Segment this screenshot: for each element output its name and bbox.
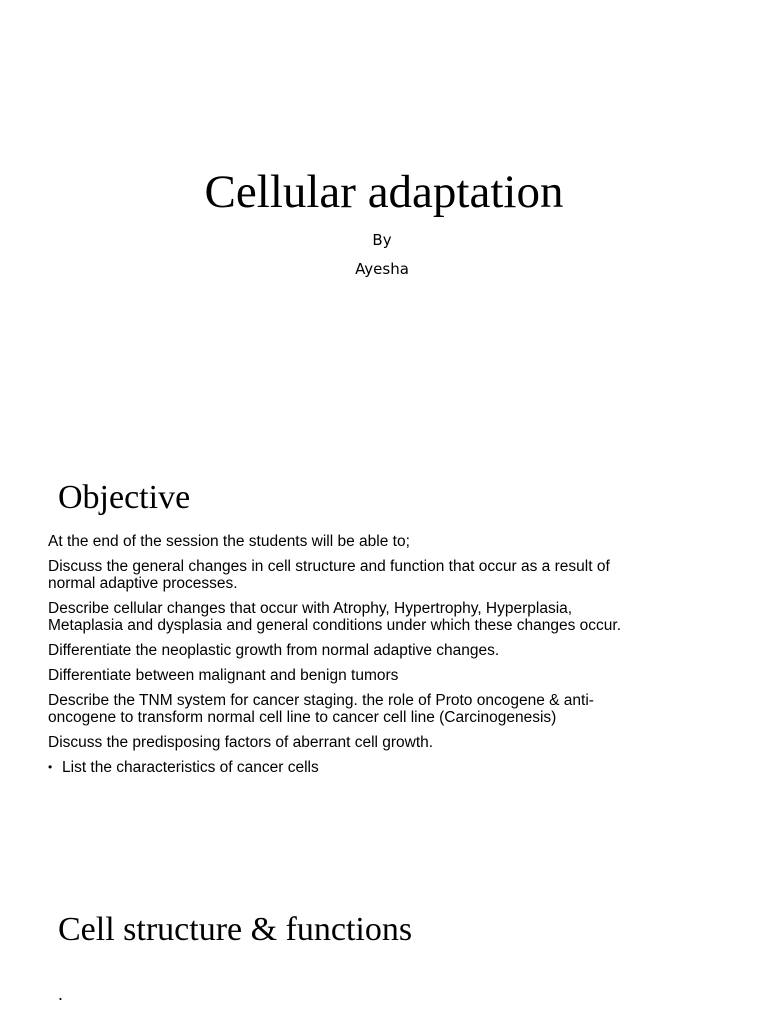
byline-by: By [372,231,392,249]
bullet-icon: • [48,760,53,774]
objective-heading: Objective [58,479,191,516]
title-slide [0,0,768,340]
objective-intro: At the end of the session the students will be able to; [48,533,410,550]
cell-structure-slide [0,900,768,1024]
objective-item: Discuss the general changes in cell structure and function that occur as a result of normal adaptive processes. [48,558,610,592]
objective-slide [0,470,768,820]
objective-item: Describe cellular changes that occur with Atrophy, Hypertrophy, Hyperplasia, Metaplasia and dysplasia and general conditions under which these changes occur. [48,600,622,634]
slide-title: Cellular adaptation [204,166,564,218]
objective-bullet-item [48,759,648,776]
objective-list [48,533,648,784]
stray-dot: . [58,984,64,1004]
objective-item: Differentiate between malignant and benign tumors [48,667,399,684]
objective-item: Differentiate the neoplastic growth from normal adaptive changes. [48,642,500,659]
objective-bullet-text: List the characteristics of cancer cells [62,759,319,776]
author-name: Ayesha [355,260,409,278]
objective-item: Describe the TNM system for cancer staging. the role of Proto oncogene & anti-oncogene to transform normal cell line to cancer cell line (Carcinogenesis) [48,692,594,726]
cell-structure-heading: Cell structure & functions [58,911,413,948]
objective-item: Discuss the predisposing factors of aberrant cell growth. [48,734,434,751]
